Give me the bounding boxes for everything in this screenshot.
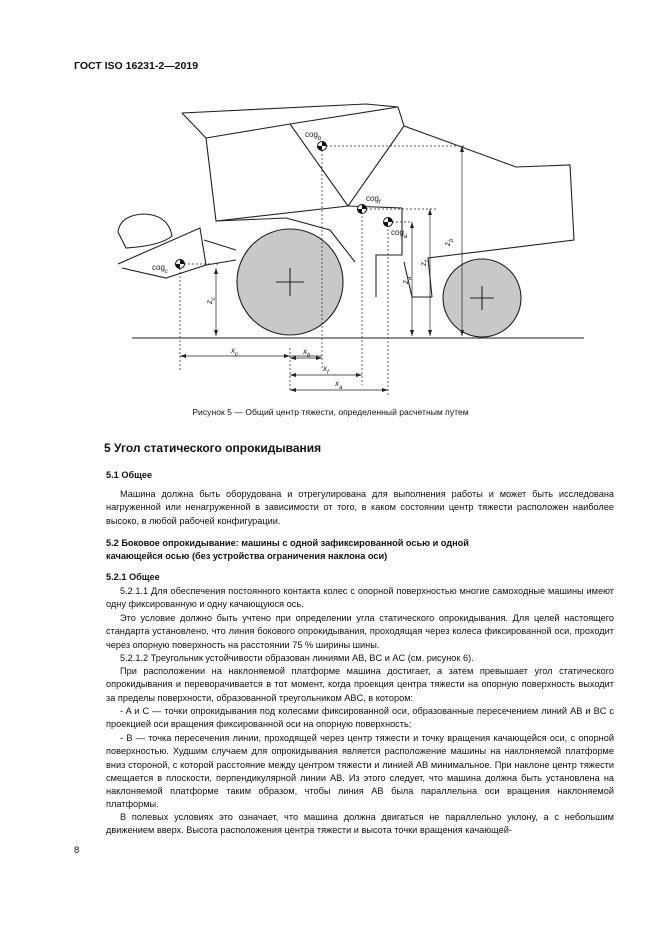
- paragraph-points-a-c: - A и C — точки опрокидывания под колесами фиксированной оси, образованные пересечением линий AB и BC с проекцией оси вращения фиксированной оси на опорную поверхность;: [106, 706, 614, 730]
- label-x-a: $x_a$: [335, 379, 343, 391]
- label-cog-b: cog$_b$: [305, 130, 322, 142]
- cog-b-marker: [318, 142, 327, 151]
- paragraph-5-1: Машина должна быть оборудована и отрегулирована для выполнения работы и может быть исследована нагруженной или ненагруженной в зависимости от того, в каком состоянии центр тяжести расположен наиболее высоко, в любой рабочей конфигурации.: [106, 489, 614, 526]
- cog-a-marker: [384, 218, 393, 227]
- subsection-5-2-title-line2: качающейся осью (без устройства ограничения наклона оси): [106, 551, 388, 561]
- cog-f-marker: [358, 205, 367, 214]
- section-title: 5 Угол статического опрокидывания: [104, 441, 322, 455]
- label-z-a: $z_a$: [401, 276, 413, 284]
- label-x-b: $x_b$: [303, 347, 311, 359]
- figure-caption: Рисунок 5 — Общий центр тяжести, определенный расчетным путем: [192, 407, 469, 417]
- subsection-5-1-title: 5.1 Общее: [106, 470, 153, 480]
- figure-combine-harvester: [0, 95, 661, 400]
- subsection-5-2-1-title: 5.2.1 Общее: [106, 572, 160, 582]
- document-header: ГОСТ ISO 16231-2—2019: [74, 60, 199, 72]
- grain-tank-outline: [182, 104, 404, 221]
- label-z-c: $z_c$: [205, 297, 217, 304]
- label-z-f: $z_f$: [419, 260, 431, 266]
- paragraph-5-2-1-1: 5.2.1.1 Для обеспечения постоянного контакта колес с опорной поверхностью многие самоходные машины имеют одну фиксированную и одну качающуюся ось.: [106, 586, 614, 610]
- paragraph-point-b: - B — точка пересечения линии, проходящей через центр тяжести и точку вращения качающейся оси, с опорной поверхностью. Худшим случаем для опрокидывания является расположение машины на наклоняемой платформе вниз стороной, с которой расстояние между центром тяжести и линией AB минимальное. При наклоне центр тяжести смещается в плоскости, перпендикулярной линии AB. Из этого следует, что машина должна быть установлена на наклоняемой платформе таким образом, чтобы линия AB была параллельна оси вращения наклоняемой платформы.: [106, 733, 614, 810]
- label-cog-f: cog$_f$: [366, 194, 381, 206]
- subsection-5-2-title-line1: 5.2 Боковое опрокидывание: машины с одной зафиксированной осью и одной: [106, 538, 469, 548]
- label-x-c: $x_c$: [231, 346, 238, 358]
- paragraph-field-conditions: В полевых условиях это означает, что машина должна двигаться не параллельно уклону, а с небольшим движением вверх. Высота расположения центра тяжести и высота точки вращения качающей-: [106, 812, 614, 836]
- label-x-f: $x_f$: [323, 364, 329, 376]
- paragraph-condition: Это условие должно быть учтено при определении угла статического опрокидывания. Для целей настоящего стандарта установлено, что линия бокового опрокидывания, проходящая через колеса фиксированной оси, проходит через опорную поверхность на расстоянии 75 % ширины шины.: [106, 613, 614, 650]
- label-cog-c: cog$_c$: [152, 263, 168, 275]
- paragraph-tilt-platform: При расположении на наклоняемой платформе машина достигает, а затем превышает угол статического опрокидывания и переворачивается в тот момент, когда проекция центра тяжести на опорную поверхность выходит за пределы поверхности, образованной треугольником ABC, в котором:: [106, 666, 614, 703]
- reel-outline: [118, 214, 172, 248]
- page-number: 8: [74, 845, 80, 856]
- cog-c-marker: [176, 260, 185, 269]
- label-cog-a: cog$_a$: [391, 228, 408, 240]
- label-z-b: $z_b$: [443, 238, 455, 246]
- paragraph-5-2-1-2: 5.2.1.2 Треугольник устойчивости образован линиями AB, BC и AC (см. рисунок 6).: [120, 653, 474, 663]
